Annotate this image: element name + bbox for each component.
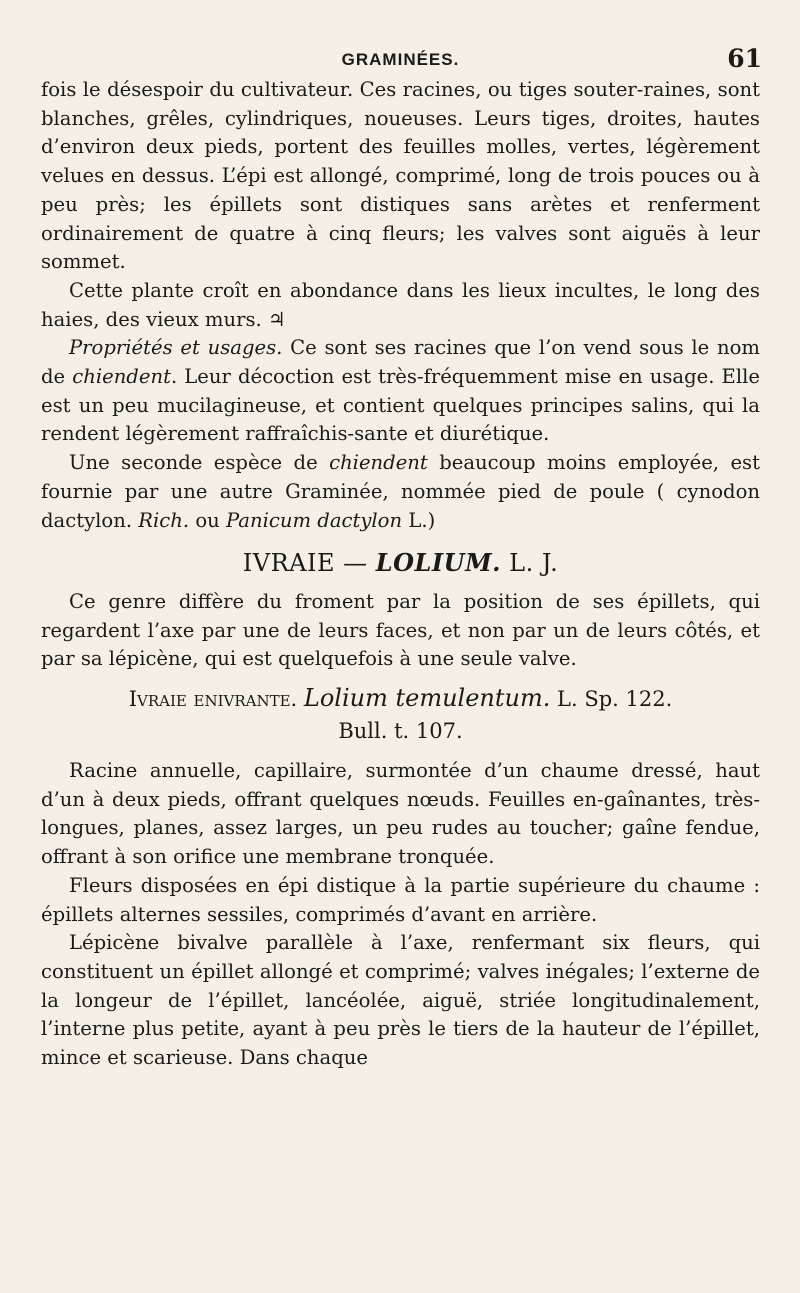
paragraph-habitat: Cette plante croît en abondance dans les lieux incultes, le long des haies, des vieux murs. ♃ [41,278,760,331]
paragraph-glume: Lépicène bivalve parallèle à l’axe, renfermant six fleurs, qui constituent un épillet allongé et comprimé; valves inégales; l’externe de la longeur de l’épillet, lancéolée, aiguë, striée longitudinalement, l’interne plus petite, ayant à peu près le tiers de la hauteur de l’épillet, mince et scarieuse. Dans chaque [41,931,760,1070]
properties-text-a: Ce sont ses racines que l’on vend sous le nom de [41,336,760,389]
genus-latin: LOLIUM. [375,548,501,578]
genus-french: IVRAIE — [242,549,376,578]
paragraph-root: Racine annuelle, capillaire, surmontée d’un chaume dressé, haut d’un à deux pieds, offrant quelques nœuds. Feuilles en-gaînantes, très-longues, planes, assez larges, un peu rudes au toucher; gaîne fendue, offrant à son orifice une membrane tronquée. [41,759,760,869]
genus-authority: L. J. [501,549,559,578]
genus-heading [41,549,760,578]
species-heading [41,682,760,747]
second-species-ref: Rich. [138,508,190,532]
paragraph-properties [41,334,760,449]
paragraph-second-species [41,449,760,535]
body-text [41,76,760,1073]
properties-term: chiendent [72,365,171,389]
second-species-text-c: ou [189,508,226,532]
paragraph-continuation: fois le désespoir du cultivateur. Ces racines, ou tiges souter-raines, sont blanches, grêles, cylindriques, noueuses. Leurs tiges, droites, hautes d’environ deux pieds, portent des feuilles molles, vertes, légèrement velues en dessus. L’épi est allongé, comprimé, long de trois pouces ou à peu près; les épillets sont distiques sans arètes et renferment ordinairement de quatre à cinq fleurs; les valves sont aiguës à leur sommet. [41,78,760,274]
species-common-name: Ivraie enivrante. [128,687,298,712]
page-number: 61 [727,44,762,73]
species-latin-name: Lolium temulentum. [303,684,551,713]
properties-label: Propriétés et usages. [69,336,283,360]
second-species-text-d: L.) [402,508,436,532]
second-species-text-b: beaucoup moins employée, est fournie par une autre Graminée, nommée pied de poule ( cynodon dactylon. [41,451,760,532]
running-head: GRAMINÉES. [341,50,460,69]
second-species-text-a: Une seconde espèce de [69,451,330,475]
properties-text-b: . Leur décoction est très-fréquemment mise en usage. Elle est un peu mucilagineuse, et contient quelques principes salins, qui la rendent légèrement raffraîchis-sante et diurétique. [41,365,760,446]
page-header [41,40,760,76]
species-reference-2: Bull. t. 107. [338,719,463,744]
second-species-ref2: Panicum dactylon [226,508,403,532]
second-species-term: chiendent [329,451,428,475]
paragraph-genus-description: Ce genre diffère du froment par la position de ses épillets, qui regardent l’axe par une de leurs faces, et non par un de leurs côtés, et par sa lépicène, qui est quelquefois à une seule valve. [41,589,760,671]
species-reference: L. Sp. 122. [550,687,673,712]
paragraph-flowers: Fleurs disposées en épi distique à la partie supérieure du chaume : épillets alternes sessiles, comprimés d’avant en arrière. [41,873,760,926]
